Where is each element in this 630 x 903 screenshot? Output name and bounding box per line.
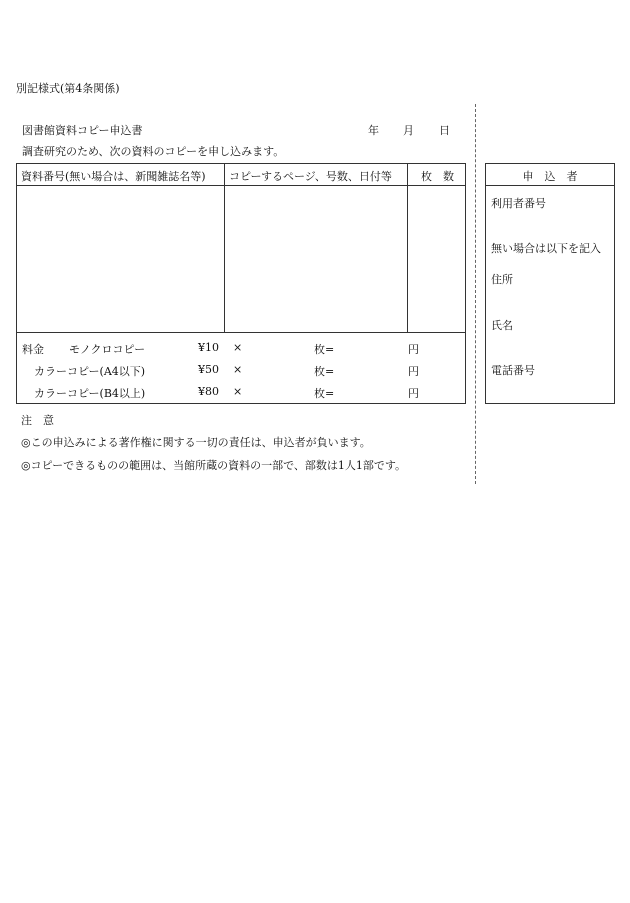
- applicant-header-divider: [486, 185, 614, 186]
- applicant-title: 申 込 者: [522, 170, 578, 183]
- column-header-material-number: 資料番号(無い場合は、新聞雑誌名等): [21, 170, 206, 183]
- fee-row-sheets: 枚=: [314, 365, 335, 378]
- column-divider-2: [407, 164, 408, 332]
- fee-row-sheets: 枚=: [314, 387, 335, 400]
- fee-row-price: ¥80: [198, 385, 219, 398]
- date-year-label: 年: [368, 124, 379, 137]
- cut-line: [475, 104, 476, 484]
- material-number-field[interactable]: [18, 186, 222, 330]
- column-header-sheets: 枚 数: [421, 170, 454, 183]
- sheets-field[interactable]: [409, 186, 465, 330]
- date-day-label: 日: [439, 124, 450, 137]
- fee-row-times: ×: [233, 341, 243, 354]
- fee-row-yen: 円: [408, 387, 419, 400]
- pages-field[interactable]: [226, 186, 405, 330]
- form-intro: 調査研究のため、次の資料のコピーを申し込みます。: [22, 145, 285, 158]
- fee-row-times: ×: [233, 385, 243, 398]
- fee-row-yen: 円: [408, 343, 419, 356]
- fee-row-times: ×: [233, 363, 243, 376]
- name-label: 氏名: [491, 319, 513, 332]
- note-item: ◎この申込みによる著作権に関する一切の責任は、申込者が負います。: [21, 436, 371, 449]
- fee-row-sheets: 枚=: [314, 343, 335, 356]
- form-reference-label: 別記様式(第4条関係): [16, 82, 120, 95]
- fee-row-name: カラーコピー(B4以上): [34, 387, 146, 400]
- applicant-box: [485, 163, 615, 404]
- fee-label: 料金: [22, 343, 44, 356]
- fee-row-price: ¥10: [198, 341, 219, 354]
- address-label: 住所: [491, 273, 513, 286]
- note-item: ◎コピーできるものの範囲は、当館所蔵の資料の一部で、部数は1人1部です。: [21, 459, 407, 472]
- fee-divider: [17, 332, 465, 333]
- fee-row-name: モノクロコピー: [69, 343, 146, 356]
- fee-row-name: カラーコピー(A4以下): [34, 365, 146, 378]
- fee-row-price: ¥50: [198, 363, 219, 376]
- fee-row-yen: 円: [408, 365, 419, 378]
- request-table: [16, 163, 466, 404]
- phone-label: 電話番号: [491, 364, 535, 377]
- date-month-label: 月: [403, 124, 414, 137]
- form-title: 図書館資料コピー申込書: [22, 124, 143, 137]
- column-divider-1: [224, 164, 225, 332]
- no-number-instruction: 無い場合は以下を記入: [491, 242, 601, 255]
- notes-heading: 注 意: [21, 414, 54, 427]
- user-number-label: 利用者番号: [491, 197, 546, 210]
- column-header-pages: コピーするページ、号数、日付等: [229, 170, 392, 183]
